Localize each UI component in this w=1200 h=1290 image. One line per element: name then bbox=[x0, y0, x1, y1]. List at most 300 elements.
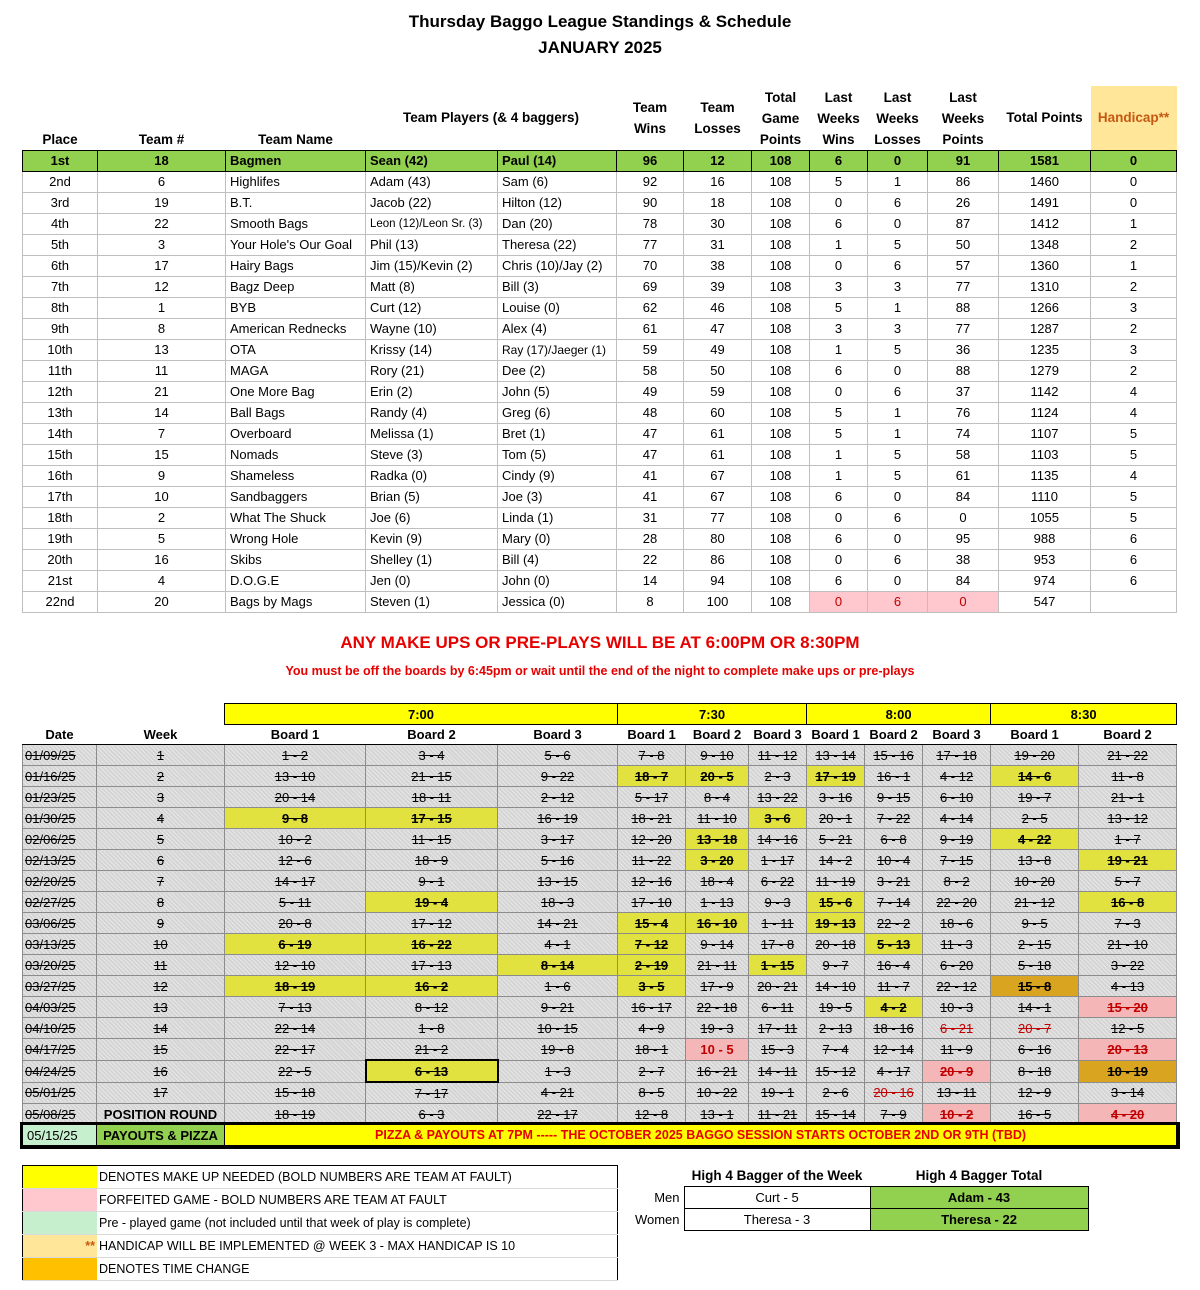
total-game-points: 108 bbox=[752, 339, 810, 360]
matchup-cell: 9 - 3 bbox=[749, 892, 807, 913]
header-total-points: Total Points bbox=[1006, 110, 1083, 126]
matchup-cell: 4 - 14 bbox=[923, 808, 991, 829]
team-losses: 47 bbox=[684, 318, 752, 339]
matchup-cell: 18 - 11 bbox=[366, 787, 498, 808]
week-header: Week bbox=[97, 725, 225, 745]
total-points: 1460 bbox=[999, 171, 1091, 192]
handicap: 4 bbox=[1091, 402, 1177, 423]
last-weeks-wins: 6 bbox=[810, 570, 868, 591]
team-losses: 30 bbox=[684, 213, 752, 234]
total-points: 1142 bbox=[999, 381, 1091, 402]
matchup-cell: 7 - 13 bbox=[225, 997, 366, 1018]
total-points: 547 bbox=[999, 591, 1091, 612]
standings-table bbox=[22, 86, 1177, 613]
matchup-cell: 14 - 10 bbox=[807, 976, 865, 997]
schedule-row bbox=[23, 892, 1177, 913]
matchup-cell: 18 - 16 bbox=[865, 1018, 923, 1039]
men-total-value: Adam - 43 bbox=[870, 1187, 1088, 1209]
place: 13th bbox=[23, 402, 98, 423]
matchup-cell: 13 - 14 bbox=[807, 745, 865, 766]
schedule-row bbox=[23, 913, 1177, 934]
total-points: 1103 bbox=[999, 444, 1091, 465]
player-one: Shelley (1) bbox=[366, 549, 498, 570]
matchup-cell: 18 - 21 bbox=[618, 808, 686, 829]
team-number: 12 bbox=[98, 276, 226, 297]
standings-row bbox=[23, 570, 1177, 591]
team-losses: 60 bbox=[684, 402, 752, 423]
team-number: 5 bbox=[98, 528, 226, 549]
schedule-date: 01/30/25 bbox=[23, 808, 97, 829]
handicap: 3 bbox=[1091, 339, 1177, 360]
last-weeks-losses: 0 bbox=[868, 150, 928, 171]
time-slot-830: 8:30 bbox=[991, 704, 1177, 725]
matchup-cell: 15 - 14 bbox=[807, 1104, 865, 1125]
schedule-row bbox=[23, 976, 1177, 997]
schedule-date: 03/20/25 bbox=[23, 955, 97, 976]
player-one: Steven (1) bbox=[366, 591, 498, 612]
legend-row bbox=[23, 1166, 618, 1189]
last-weeks-points: 84 bbox=[928, 570, 999, 591]
standings-row bbox=[23, 381, 1177, 402]
team-wins: 62 bbox=[617, 297, 684, 318]
matchup-cell: 20 - 18 bbox=[807, 934, 865, 955]
place: 3rd bbox=[23, 192, 98, 213]
last-weeks-losses: 0 bbox=[868, 360, 928, 381]
total-game-points: 108 bbox=[752, 423, 810, 444]
legend-row bbox=[23, 1212, 618, 1235]
player-two: Dee (2) bbox=[498, 360, 617, 381]
team-wins: 77 bbox=[617, 234, 684, 255]
total-points: 1360 bbox=[999, 255, 1091, 276]
total-game-points: 108 bbox=[752, 381, 810, 402]
matchup-cell: 3 - 20 bbox=[686, 850, 749, 871]
total-points: 1581 bbox=[999, 150, 1091, 171]
schedule-date: 02/13/25 bbox=[23, 850, 97, 871]
place: 4th bbox=[23, 213, 98, 234]
standings-row bbox=[23, 528, 1177, 549]
schedule-week: 1 bbox=[97, 745, 225, 766]
matchup-cell: 7 - 9 bbox=[865, 1104, 923, 1125]
last-weeks-points: 26 bbox=[928, 192, 999, 213]
legend-swatch bbox=[23, 1189, 98, 1212]
matchup-cell: 22 - 5 bbox=[225, 1060, 366, 1082]
team-wins: 70 bbox=[617, 255, 684, 276]
schedule-date: 04/10/25 bbox=[23, 1018, 97, 1039]
team-wins: 49 bbox=[617, 381, 684, 402]
time-slot-700: 7:00 bbox=[225, 704, 618, 725]
matchup-cell: 5 - 18 bbox=[991, 955, 1079, 976]
player-one: Jen (0) bbox=[366, 570, 498, 591]
matchup-cell: 16 - 17 bbox=[618, 997, 686, 1018]
team-losses: 94 bbox=[684, 570, 752, 591]
team-number: 16 bbox=[98, 549, 226, 570]
matchup-cell: 20 - 7 bbox=[991, 1018, 1079, 1039]
matchup-cell: 7 - 15 bbox=[923, 850, 991, 871]
schedule-header-row bbox=[23, 725, 1177, 745]
schedule-week: 12 bbox=[97, 976, 225, 997]
matchup-cell: 4 - 12 bbox=[923, 766, 991, 787]
handicap: 4 bbox=[1091, 381, 1177, 402]
place: 14th bbox=[23, 423, 98, 444]
matchup-cell: 8 - 14 bbox=[498, 955, 618, 976]
board-header: Board 2 bbox=[366, 725, 498, 745]
player-two: Mary (0) bbox=[498, 528, 617, 549]
schedule-row bbox=[23, 871, 1177, 892]
standings-row bbox=[23, 549, 1177, 570]
team-name: Ball Bags bbox=[226, 402, 366, 423]
schedule-date: 05/01/25 bbox=[23, 1082, 97, 1104]
last-weeks-wins: 6 bbox=[810, 528, 868, 549]
legend-text: FORFEITED GAME - BOLD NUMBERS ARE TEAM AT FAULT bbox=[97, 1189, 618, 1212]
matchup-cell: 20 - 14 bbox=[225, 787, 366, 808]
matchup-cell: 7 - 12 bbox=[618, 934, 686, 955]
schedule-row bbox=[23, 1104, 1177, 1125]
matchup-cell: 13 - 22 bbox=[749, 787, 807, 808]
board-header: Board 2 bbox=[686, 725, 749, 745]
matchup-cell: 15 - 12 bbox=[807, 1060, 865, 1082]
matchup-cell: 20 - 8 bbox=[225, 913, 366, 934]
matchup-cell: 10 - 22 bbox=[686, 1082, 749, 1104]
matchup-cell: 21 - 11 bbox=[686, 955, 749, 976]
matchup-cell: 11 - 10 bbox=[686, 808, 749, 829]
player-one: Erin (2) bbox=[366, 381, 498, 402]
matchup-cell: 1 - 11 bbox=[749, 913, 807, 934]
team-wins: 8 bbox=[617, 591, 684, 612]
matchup-cell: 13 - 12 bbox=[1079, 808, 1177, 829]
final-row bbox=[23, 1125, 1177, 1146]
matchup-cell: 10 - 2 bbox=[923, 1104, 991, 1125]
matchup-cell: 12 - 6 bbox=[225, 850, 366, 871]
matchup-cell: 20 - 16 bbox=[865, 1082, 923, 1104]
matchup-cell: 16 - 21 bbox=[686, 1060, 749, 1082]
place: 12th bbox=[23, 381, 98, 402]
matchup-cell: 16 - 4 bbox=[865, 955, 923, 976]
legend-swatch bbox=[23, 1258, 98, 1281]
player-one: Brian (5) bbox=[366, 486, 498, 507]
team-name: Wrong Hole bbox=[226, 528, 366, 549]
handicap: 6 bbox=[1091, 570, 1177, 591]
handicap: 0 bbox=[1091, 192, 1177, 213]
team-losses: 61 bbox=[684, 423, 752, 444]
matchup-cell: 19 - 4 bbox=[366, 892, 498, 913]
last-weeks-points: 88 bbox=[928, 297, 999, 318]
handicap bbox=[1091, 591, 1177, 612]
matchup-cell: 21 - 12 bbox=[991, 892, 1079, 913]
last-weeks-losses: 6 bbox=[868, 192, 928, 213]
standings-row bbox=[23, 171, 1177, 192]
team-name: Nomads bbox=[226, 444, 366, 465]
legend-text: HANDICAP WILL BE IMPLEMENTED @ WEEK 3 - MAX HANDICAP IS 10 bbox=[97, 1235, 618, 1258]
matchup-cell: 6 - 10 bbox=[923, 787, 991, 808]
schedule-row bbox=[23, 1060, 1177, 1082]
matchup-cell: 2 - 3 bbox=[749, 766, 807, 787]
matchup-cell: 5 - 21 bbox=[807, 829, 865, 850]
schedule-week: 11 bbox=[97, 955, 225, 976]
team-losses: 31 bbox=[684, 234, 752, 255]
team-name: Bagz Deep bbox=[226, 276, 366, 297]
matchup-cell: 18 - 7 bbox=[618, 766, 686, 787]
header-last-points: Last Weeks Points bbox=[941, 89, 985, 147]
total-game-points: 108 bbox=[752, 213, 810, 234]
player-two: Bret (1) bbox=[498, 423, 617, 444]
total-points: 1348 bbox=[999, 234, 1091, 255]
matchup-cell: 20 - 1 bbox=[807, 808, 865, 829]
schedule-row bbox=[23, 955, 1177, 976]
matchup-cell: 18 - 3 bbox=[498, 892, 618, 913]
matchup-cell: 15 - 16 bbox=[865, 745, 923, 766]
player-one: Phil (13) bbox=[366, 234, 498, 255]
legend-swatch: ** bbox=[23, 1235, 98, 1258]
matchup-cell: 6 - 21 bbox=[923, 1018, 991, 1039]
matchup-cell: 20 - 21 bbox=[749, 976, 807, 997]
schedule-week: 4 bbox=[97, 808, 225, 829]
team-wins: 41 bbox=[617, 486, 684, 507]
matchup-cell: 13 - 11 bbox=[923, 1082, 991, 1104]
team-number: 15 bbox=[98, 444, 226, 465]
team-wins: 90 bbox=[617, 192, 684, 213]
header-last-losses: Last Weeks Losses bbox=[874, 89, 921, 147]
handicap: 3 bbox=[1091, 297, 1177, 318]
schedule-row bbox=[23, 808, 1177, 829]
legend-row bbox=[23, 1235, 618, 1258]
last-weeks-losses: 1 bbox=[868, 171, 928, 192]
handicap: 4 bbox=[1091, 465, 1177, 486]
last-weeks-points: 58 bbox=[928, 444, 999, 465]
last-weeks-losses: 5 bbox=[868, 444, 928, 465]
place: 11th bbox=[23, 360, 98, 381]
total-points: 1110 bbox=[999, 486, 1091, 507]
last-weeks-wins: 3 bbox=[810, 318, 868, 339]
team-number: 9 bbox=[98, 465, 226, 486]
total-game-points: 108 bbox=[752, 528, 810, 549]
team-losses: 12 bbox=[684, 150, 752, 171]
high-four-bagger-table bbox=[622, 1165, 1089, 1231]
matchup-cell: 19 - 3 bbox=[686, 1018, 749, 1039]
matchup-cell: 18 - 6 bbox=[923, 913, 991, 934]
matchup-cell: 18 - 19 bbox=[225, 1104, 366, 1125]
matchup-cell: 21 - 2 bbox=[366, 1039, 498, 1061]
total-game-points: 108 bbox=[752, 507, 810, 528]
place: 22nd bbox=[23, 591, 98, 612]
matchup-cell: 11 - 12 bbox=[749, 745, 807, 766]
standings-row bbox=[23, 486, 1177, 507]
player-two: John (0) bbox=[498, 570, 617, 591]
team-number: 10 bbox=[98, 486, 226, 507]
matchup-cell: 20 - 13 bbox=[1079, 1039, 1177, 1061]
last-weeks-points: 86 bbox=[928, 171, 999, 192]
schedule-row bbox=[23, 934, 1177, 955]
player-two: Theresa (22) bbox=[498, 234, 617, 255]
team-name: American Rednecks bbox=[226, 318, 366, 339]
team-number: 2 bbox=[98, 507, 226, 528]
last-weeks-losses: 5 bbox=[868, 465, 928, 486]
matchup-cell: 17 - 11 bbox=[749, 1018, 807, 1039]
board-header: Board 2 bbox=[1079, 725, 1177, 745]
makeup-notice: ANY MAKE UPS OR PRE-PLAYS WILL BE AT 6:00PM OR 8:30PM bbox=[340, 633, 860, 652]
header-handicap: Handicap** bbox=[1091, 86, 1177, 150]
matchup-cell: 1 - 17 bbox=[749, 850, 807, 871]
team-losses: 50 bbox=[684, 360, 752, 381]
last-weeks-losses: 0 bbox=[868, 570, 928, 591]
player-two: Chris (10)/Jay (2) bbox=[498, 255, 617, 276]
schedule-date: 03/27/25 bbox=[23, 976, 97, 997]
team-name: D.O.G.E bbox=[226, 570, 366, 591]
last-weeks-points: 36 bbox=[928, 339, 999, 360]
place: 16th bbox=[23, 465, 98, 486]
matchup-cell: 18 - 1 bbox=[618, 1039, 686, 1061]
matchup-cell: 9 - 8 bbox=[225, 808, 366, 829]
matchup-cell: 4 - 1 bbox=[498, 934, 618, 955]
matchup-cell: 14 - 2 bbox=[807, 850, 865, 871]
matchup-cell: 2 - 6 bbox=[807, 1082, 865, 1104]
team-number: 21 bbox=[98, 381, 226, 402]
player-two: Greg (6) bbox=[498, 402, 617, 423]
board-header: Board 2 bbox=[865, 725, 923, 745]
schedule-row bbox=[23, 850, 1177, 871]
team-losses: 46 bbox=[684, 297, 752, 318]
schedule-row bbox=[23, 997, 1177, 1018]
last-weeks-wins: 5 bbox=[810, 423, 868, 444]
team-losses: 49 bbox=[684, 339, 752, 360]
schedule-row bbox=[23, 1018, 1177, 1039]
standings-row bbox=[23, 507, 1177, 528]
player-two: Alex (4) bbox=[498, 318, 617, 339]
team-losses: 77 bbox=[684, 507, 752, 528]
place: 2nd bbox=[23, 171, 98, 192]
total-game-points: 108 bbox=[752, 234, 810, 255]
matchup-cell: 5 - 7 bbox=[1079, 871, 1177, 892]
matchup-cell: 16 - 22 bbox=[366, 934, 498, 955]
player-one: Leon (12)/Leon Sr. (3) bbox=[366, 213, 498, 234]
matchup-cell: 14 - 11 bbox=[749, 1060, 807, 1082]
player-two: Paul (14) bbox=[498, 150, 617, 171]
date-header: Date bbox=[23, 725, 97, 745]
matchup-cell: 16 - 8 bbox=[1079, 892, 1177, 913]
women-total-value: Theresa - 22 bbox=[870, 1209, 1088, 1231]
place: 10th bbox=[23, 339, 98, 360]
schedule-week: 15 bbox=[97, 1039, 225, 1061]
matchup-cell: 1 - 2 bbox=[225, 745, 366, 766]
handicap: 0 bbox=[1091, 171, 1177, 192]
matchup-cell: 12 - 14 bbox=[865, 1039, 923, 1061]
matchup-cell: 21 - 15 bbox=[366, 766, 498, 787]
matchup-cell: 2 - 7 bbox=[618, 1060, 686, 1082]
matchup-cell: 21 - 22 bbox=[1079, 745, 1177, 766]
schedule-date: 03/06/25 bbox=[23, 913, 97, 934]
matchup-cell: 15 - 18 bbox=[225, 1082, 366, 1104]
board-header: Board 1 bbox=[807, 725, 865, 745]
matchup-cell: 4 - 20 bbox=[1079, 1104, 1177, 1125]
total-points: 1135 bbox=[999, 465, 1091, 486]
matchup-cell: 1 - 13 bbox=[686, 892, 749, 913]
team-wins: 47 bbox=[617, 444, 684, 465]
last-weeks-losses: 3 bbox=[868, 318, 928, 339]
matchup-cell: 3 - 6 bbox=[749, 808, 807, 829]
standings-row bbox=[23, 423, 1177, 444]
team-wins: 22 bbox=[617, 549, 684, 570]
matchup-cell: 1 - 7 bbox=[1079, 829, 1177, 850]
team-wins: 31 bbox=[617, 507, 684, 528]
matchup-cell: 16 - 10 bbox=[686, 913, 749, 934]
handicap: 5 bbox=[1091, 486, 1177, 507]
last-weeks-points: 57 bbox=[928, 255, 999, 276]
matchup-cell: 9 - 10 bbox=[686, 745, 749, 766]
place: 21st bbox=[23, 570, 98, 591]
last-weeks-wins: 6 bbox=[810, 486, 868, 507]
last-weeks-points: 38 bbox=[928, 549, 999, 570]
matchup-cell: 21 - 1 bbox=[1079, 787, 1177, 808]
legend-text: Pre - played game (not included until that week of play is complete) bbox=[97, 1212, 618, 1235]
schedule-row bbox=[23, 745, 1177, 766]
legend-text: DENOTES TIME CHANGE bbox=[97, 1258, 618, 1281]
matchup-cell: 11 - 8 bbox=[1079, 766, 1177, 787]
matchup-cell: 17 - 15 bbox=[366, 808, 498, 829]
player-two: Ray (17)/Jaeger (1) bbox=[498, 339, 617, 360]
matchup-cell: 11 - 9 bbox=[923, 1039, 991, 1061]
team-name: What The Shuck bbox=[226, 507, 366, 528]
player-one: Krissy (14) bbox=[366, 339, 498, 360]
player-one: Wayne (10) bbox=[366, 318, 498, 339]
matchup-cell: 14 - 21 bbox=[498, 913, 618, 934]
player-one: Melissa (1) bbox=[366, 423, 498, 444]
matchup-cell: 3 - 16 bbox=[807, 787, 865, 808]
last-weeks-points: 37 bbox=[928, 381, 999, 402]
matchup-cell: 15 - 4 bbox=[618, 913, 686, 934]
matchup-cell: 22 - 20 bbox=[923, 892, 991, 913]
player-two: Joe (3) bbox=[498, 486, 617, 507]
legend-row bbox=[23, 1258, 618, 1281]
schedule-week: 5 bbox=[97, 829, 225, 850]
team-number: 18 bbox=[98, 150, 226, 171]
place: 17th bbox=[23, 486, 98, 507]
last-weeks-points: 95 bbox=[928, 528, 999, 549]
last-weeks-losses: 6 bbox=[868, 381, 928, 402]
total-game-points: 108 bbox=[752, 570, 810, 591]
total-points: 1124 bbox=[999, 402, 1091, 423]
matchup-cell: 9 - 19 bbox=[923, 829, 991, 850]
matchup-cell: 7 - 4 bbox=[807, 1039, 865, 1061]
player-one: Kevin (9) bbox=[366, 528, 498, 549]
matchup-cell: 10 - 3 bbox=[923, 997, 991, 1018]
matchup-cell: 12 - 9 bbox=[991, 1082, 1079, 1104]
matchup-cell: 17 - 8 bbox=[749, 934, 807, 955]
player-one: Jim (15)/Kevin (2) bbox=[366, 255, 498, 276]
matchup-cell: 17 - 12 bbox=[366, 913, 498, 934]
last-weeks-wins: 5 bbox=[810, 171, 868, 192]
handicap: 2 bbox=[1091, 276, 1177, 297]
player-two: Hilton (12) bbox=[498, 192, 617, 213]
team-losses: 80 bbox=[684, 528, 752, 549]
matchup-cell: 6 - 13 bbox=[366, 1060, 498, 1082]
team-name: One More Bag bbox=[226, 381, 366, 402]
matchup-cell: 5 - 16 bbox=[498, 850, 618, 871]
total-points: 1287 bbox=[999, 318, 1091, 339]
matchup-cell: 18 - 4 bbox=[686, 871, 749, 892]
player-one: Randy (4) bbox=[366, 402, 498, 423]
schedule-week: 9 bbox=[97, 913, 225, 934]
schedule-date: 01/16/25 bbox=[23, 766, 97, 787]
total-game-points: 108 bbox=[752, 318, 810, 339]
schedule-week: 8 bbox=[97, 892, 225, 913]
matchup-cell: 22 - 18 bbox=[686, 997, 749, 1018]
team-number: 14 bbox=[98, 402, 226, 423]
last-weeks-losses: 6 bbox=[868, 591, 928, 612]
matchup-cell: 2 - 19 bbox=[618, 955, 686, 976]
matchup-cell: 8 - 12 bbox=[366, 997, 498, 1018]
matchup-cell: 17 - 9 bbox=[686, 976, 749, 997]
matchup-cell: 10 - 19 bbox=[1079, 1060, 1177, 1082]
matchup-cell: 12 - 16 bbox=[618, 871, 686, 892]
